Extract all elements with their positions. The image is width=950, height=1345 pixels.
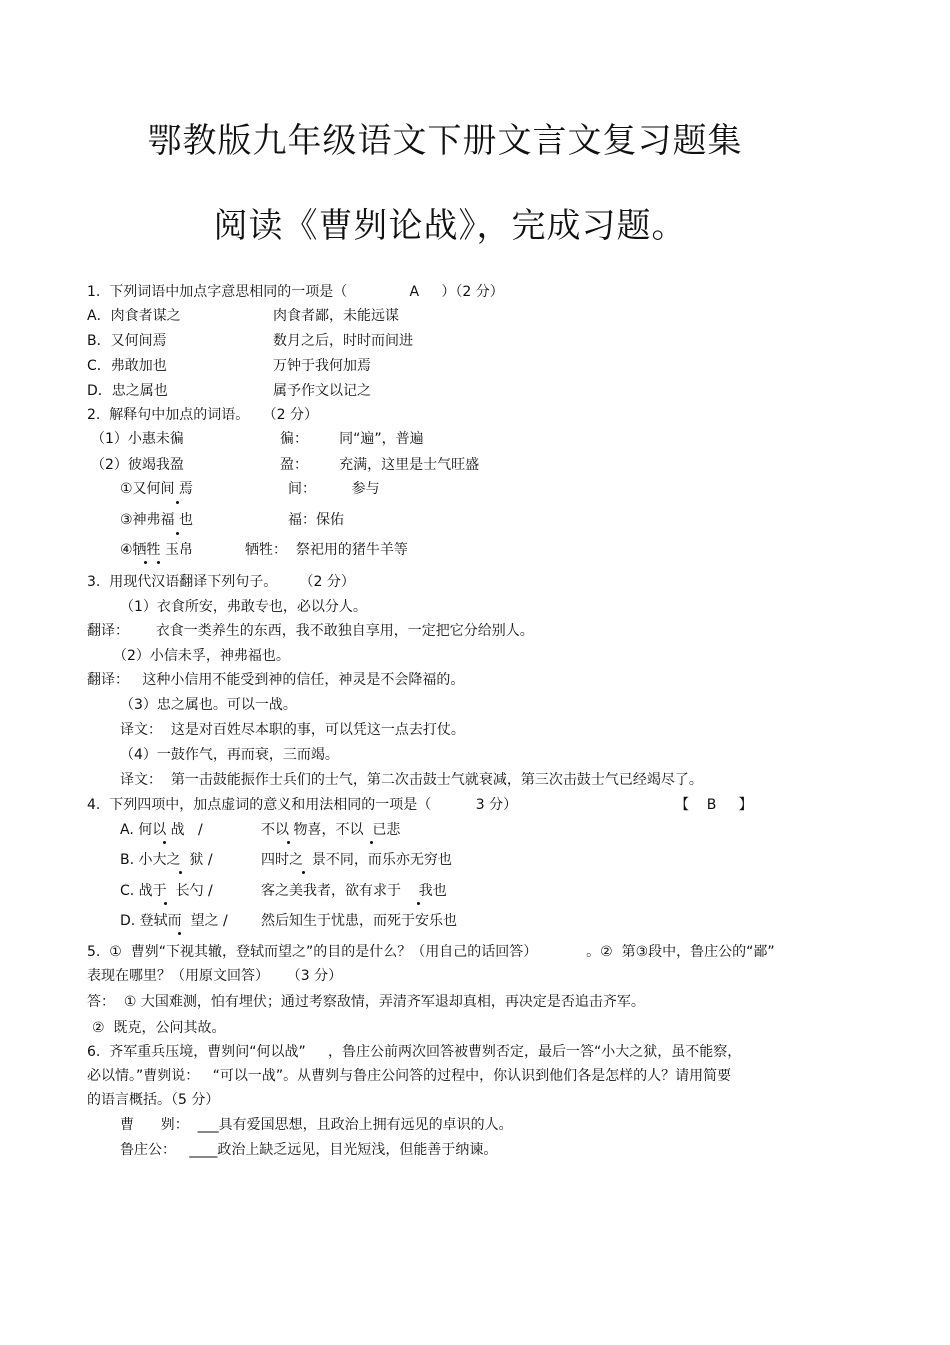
emphasis-dot — [144, 561, 147, 564]
document-subtitle: 阅读《曹刿论战》，完成习题。 — [213, 206, 687, 246]
q2-item-1: （1）小惠未徧 — [91, 431, 184, 447]
emphasis-dot — [417, 902, 420, 905]
emphasis-dot — [164, 902, 167, 905]
q2-item-5-answer: 牺牲： 祭祀用的猪牛羊等 — [245, 542, 408, 558]
question-6-line-3: 的语言概括。（5 分） — [87, 1092, 220, 1108]
question-5: 5. ① 曹刿“下视其辙，登轼而望之”的目的是什么？（用自己的话回答） 。② 第③段中，鲁庄公的“鄙” — [87, 944, 775, 960]
question-3: 3. 用现代汉语翻译下列句子。 （2 分） — [87, 574, 355, 590]
option-c-right: 万钟于我何加焉 — [273, 358, 371, 374]
emphasis-dot — [157, 561, 160, 564]
question-2: 2. 解释句中加点的词语。 （2 分） — [87, 407, 318, 423]
option-b-right: 数月之后，时时而间进 — [273, 333, 413, 349]
q2-item-1-answer: 徧： 同“遍”，普遍 — [280, 431, 424, 447]
emphasis-dot — [178, 932, 181, 935]
q4-option-c-left: C. 战于 长勺 / — [120, 883, 213, 899]
q3-sentence-4: （4）一鼓作气，再而衰，三而竭。 — [120, 747, 339, 763]
q3-sentence-3: （3）忠之属也。可以一战。 — [120, 697, 297, 713]
q3-translation-1: 翻译： 衣食一类养生的东西，我不敢独自享用，一定把它分给别人。 — [87, 623, 534, 639]
question-4-answer: 【 B 】 — [675, 797, 753, 813]
emphasis-dot — [176, 501, 179, 504]
option-a-right: 肉食者鄙，未能远谋 — [273, 308, 399, 324]
emphasis-dot — [287, 841, 290, 844]
q3-translation-4: 译文： 第一击鼓能振作士兵们的士气，第二次击鼓士气就衰减，第三次击鼓士气已经竭尽了。 — [120, 772, 703, 788]
emphasis-dot — [302, 871, 305, 874]
question-5-answer-2: ② 既克，公问其故。 — [92, 1020, 226, 1036]
option-b-left: B．又何间焉 — [87, 333, 167, 349]
q4-option-c-right: 客之美我者，欲有求于 我也 — [261, 883, 447, 899]
question-6-answer-caogui: 曹 刿： ___具有爱国思想，且政治上拥有远见的卓识的人。 — [120, 1117, 513, 1133]
q4-option-d-left: D. 登轼而 望之 / — [120, 913, 228, 929]
question-6-answer-luzhuanggong: 鲁庄公： ____政治上缺乏远见，目光短浅，但能善于纳谏。 — [120, 1142, 498, 1158]
q3-sentence-2: （2）小信未孚，神弗福也。 — [113, 648, 290, 664]
q3-sentence-1: （1）衣食所安，弗敢专也，必以分人。 — [120, 599, 367, 615]
question-5-answer-1: 答： ① 大国难测，怕有埋伏；通过考察敌情，弄清齐军退却真相，再决定是否追击齐军。 — [87, 994, 645, 1010]
q4-option-d-right: 然后知生于忧患，而死于安乐也 — [261, 913, 457, 929]
q4-option-a-left: A. 何以 战 / — [120, 822, 203, 838]
q4-option-b-right: 四时之 景不同，而乐亦无穷也 — [261, 852, 452, 868]
emphasis-dot — [176, 532, 179, 535]
q2-item-4: ③神弗福 也 — [120, 512, 194, 528]
question-6-line-2: 必以情。”曹刿说： “可以一战”。从曹刿与鲁庄公问答的过程中，你认识到他们各是怎样的人？请用简要 — [87, 1068, 732, 1084]
question-4: 4. 下列四项中，加点虚词的意义和用法相同的一项是（ 3 分） — [87, 797, 518, 813]
emphasis-dot — [179, 871, 182, 874]
q2-item-2-answer: 盈： 充满，这里是士气旺盛 — [280, 457, 480, 473]
question-6: 6. 齐军重兵压境，曹刿问“何以战” ，鲁庄公前两次回答被曹刿否定，最后一答“小大之狱，虽不能察， — [87, 1044, 742, 1060]
document-title: 鄂教版九年级语文下册文言文复习题集 — [147, 121, 743, 161]
q2-item-3: ①又何间 焉 — [120, 481, 194, 497]
q2-item-2: （2）彼竭我盈 — [91, 457, 184, 473]
q2-item-4-answer: 福：保佑 — [288, 512, 344, 528]
q3-translation-2: 翻译： 这种小信用不能受到神的信任，神灵是不会降福的。 — [87, 672, 465, 688]
q4-option-b-left: B. 小大之 狱 / — [120, 852, 213, 868]
question-1: 1. 下列词语中加点字意思相同的一项是（ A ）（2 分） — [87, 284, 504, 300]
q4-option-a-right: 不以 物喜，不以 已悲 — [261, 822, 401, 838]
emphasis-dot — [163, 841, 166, 844]
option-d-left: D．忠之属也 — [87, 383, 168, 399]
q3-translation-3: 译文： 这是对百姓尽本职的事，可以凭这一点去打仗。 — [120, 722, 465, 738]
option-c-left: C．弗敢加也 — [87, 358, 167, 374]
option-a-left: A．肉食者谋之 — [87, 308, 181, 324]
question-5-continued: 表现在哪里？（用原文回答） （3 分） — [87, 968, 343, 984]
emphasis-dot — [370, 841, 373, 844]
option-d-right: 属予作文以记之 — [273, 383, 371, 399]
q2-item-5: ④牺牲 玉帛 — [120, 542, 194, 558]
q2-item-3-answer: 间： 参与 — [288, 481, 380, 497]
